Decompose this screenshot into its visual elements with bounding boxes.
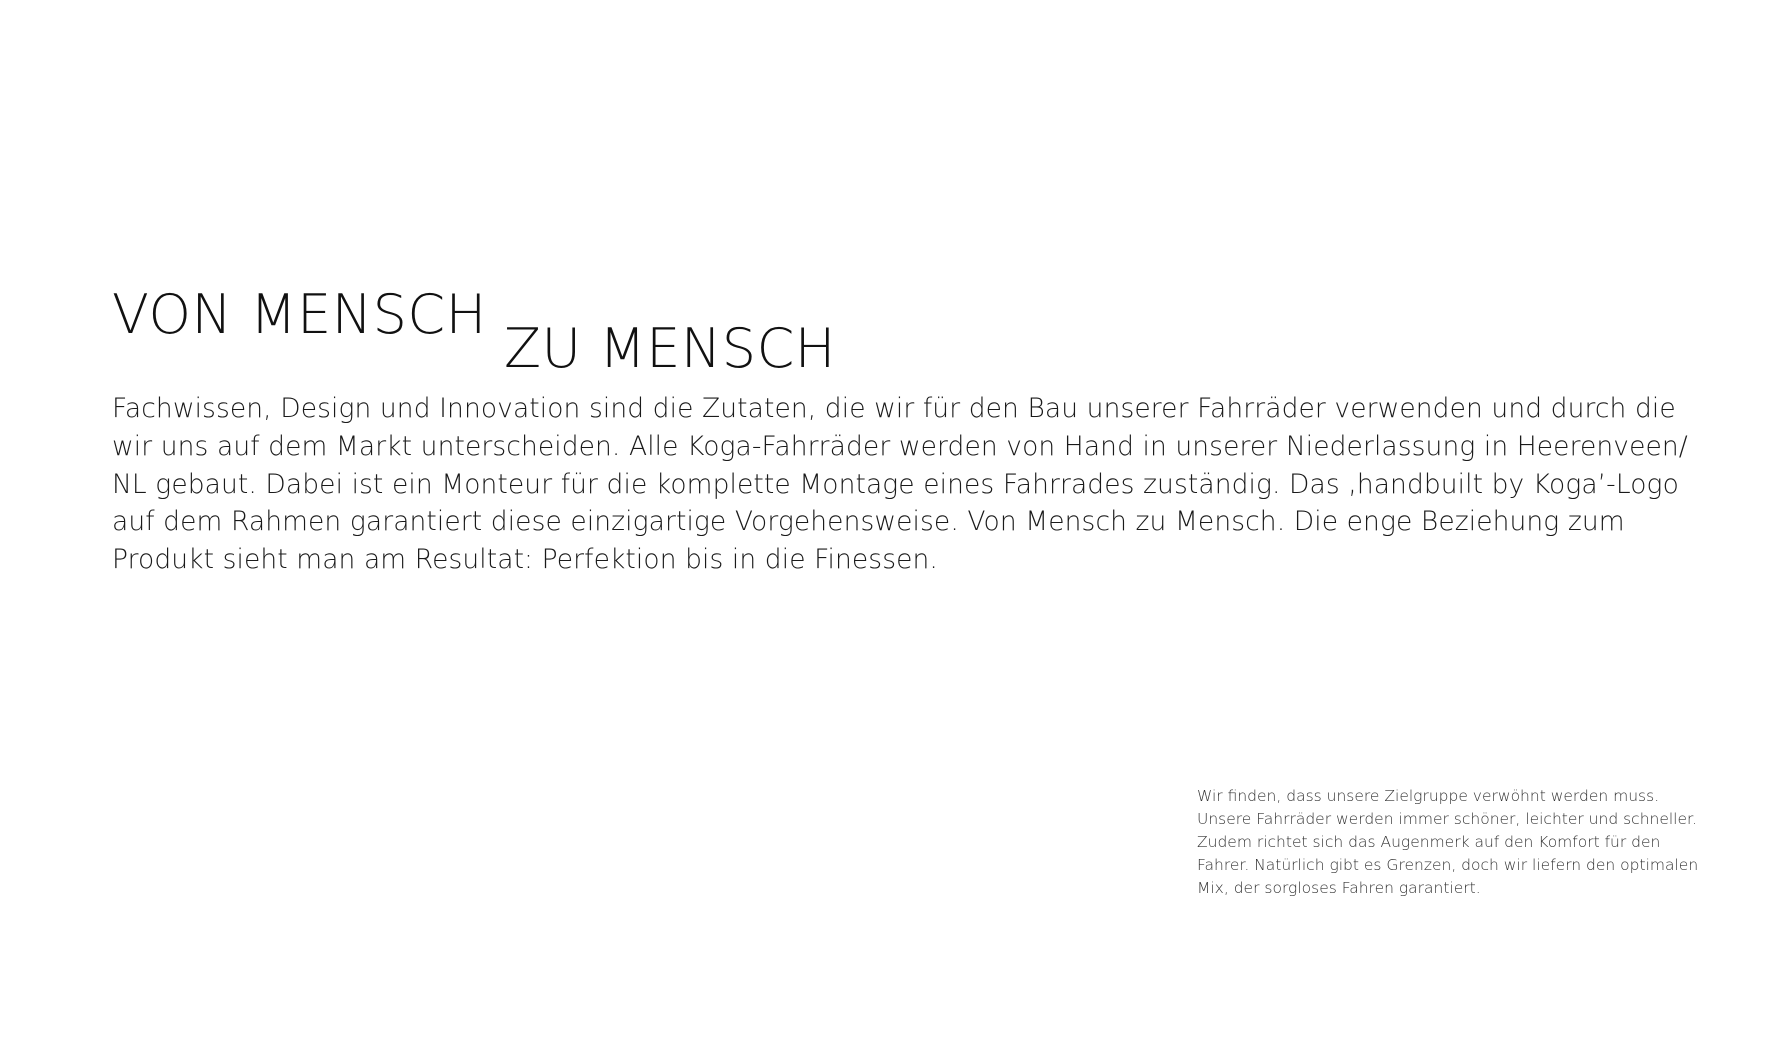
body-paragraph: Fachwissen, Design und Innovation sind die Zutaten, die wir für den Bau unserer Fahrräder verwenden und durch die wir uns auf dem Markt unterscheiden. Alle Koga-Fahrräder werden von Hand in unserer Niederlassung in Heerenveen/ NL gebaut. Dabei ist ein Monteur für die komplette Montage eines Fahrrades zuständig. Das ‚handbuilt by Koga’-Logo auf dem Rahmen garantiert diese einzigartige Vorgehensweise. Von Mensch zu Mensch. Die enge Beziehung zum Produkt sieht man am Resultat: Perfektion bis in die Finessen. (112, 393, 1688, 576)
page-title-line-1: VON MENSCH (112, 283, 487, 346)
side-note-paragraph: Wir finden, dass unsere Zielgruppe verwöhnt werden muss. Unsere Fahrräder werden immer schöner, leichter und schneller. Zudem richtet sich das Augenmerk auf den Komfort für den Fahrer. Natürlich gibt es Grenzen, doch wir liefern den optimalen Mix, der sorgloses Fahren garantiert. (1197, 787, 1699, 897)
page-title-line-2: ZU MENSCH (504, 317, 836, 380)
page-title (112, 285, 912, 385)
